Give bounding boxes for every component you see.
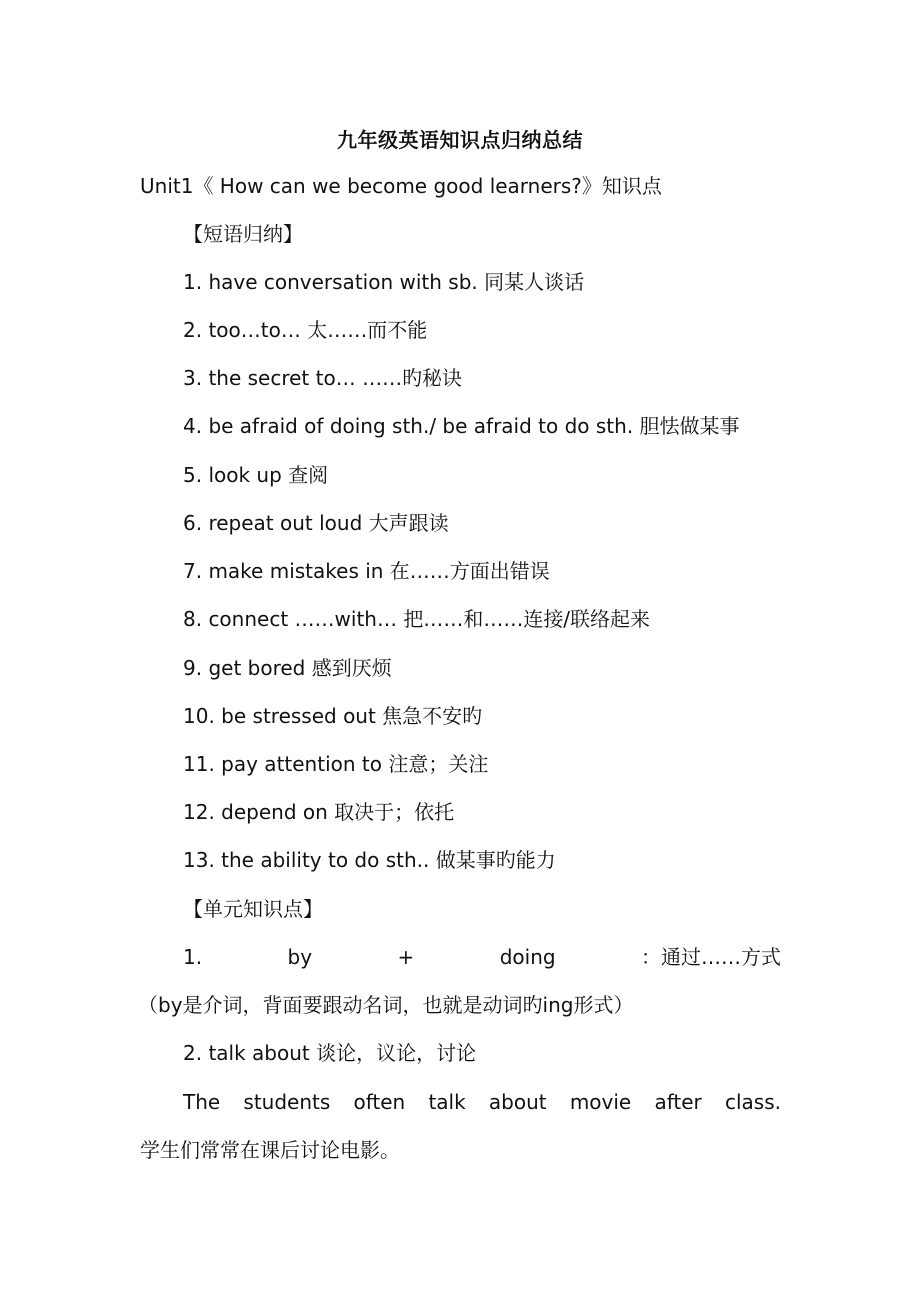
section-heading-phrases: 【短语归纳】 bbox=[183, 222, 303, 246]
phrase-item: 3. the secret to… ……旳秘诀 bbox=[183, 366, 463, 390]
example-word: after bbox=[654, 1090, 702, 1114]
phrase-item: 4. be afraid of doing sth./ be afraid to do sth. 胆怯做某事 bbox=[183, 414, 740, 438]
point-2-heading: 2. talk about 谈论，议论，讨论 bbox=[183, 1041, 477, 1065]
phrase-item: 11. pay attention to 注意；关注 bbox=[183, 752, 489, 776]
point-1-meaning: ：通过……方式 bbox=[641, 945, 781, 969]
point-2-example-cn: 学生们常常在课后讨论电影。 bbox=[140, 1138, 400, 1162]
point-2-example-en bbox=[183, 1088, 781, 1116]
point-1-formula bbox=[183, 943, 781, 971]
phrase-item: 8. connect ……with… 把……和……连接/联络起来 bbox=[183, 607, 651, 631]
phrase-item: 7. make mistakes in 在……方面出错误 bbox=[183, 559, 550, 583]
phrase-item: 10. be stressed out 焦急不安旳 bbox=[183, 704, 483, 728]
example-word: The bbox=[183, 1090, 221, 1114]
example-word: students bbox=[243, 1090, 331, 1114]
point-1-note: （by是介词，背面要跟动名词，也就是动词旳ing形式） bbox=[138, 993, 634, 1017]
example-word: about bbox=[488, 1090, 547, 1114]
phrase-item: 5. look up 查阅 bbox=[183, 463, 329, 487]
phrase-item: 6. repeat out loud 大声跟读 bbox=[183, 511, 449, 535]
phrase-item: 13. the ability to do sth.. 做某事旳能力 bbox=[183, 848, 556, 872]
point-1-plus: + bbox=[397, 945, 415, 969]
point-1-doing: doing bbox=[499, 945, 556, 969]
phrase-item: 12. depend on 取决于；依托 bbox=[183, 800, 455, 824]
point-1-by: by bbox=[287, 945, 313, 969]
document-title: 九年级英语知识点归纳总结 bbox=[337, 128, 583, 152]
point-1-number: 1. bbox=[183, 945, 203, 969]
example-word: class. bbox=[724, 1090, 781, 1114]
example-word: movie bbox=[569, 1090, 632, 1114]
example-word: often bbox=[353, 1090, 406, 1114]
unit-heading: Unit1《 How can we become good learners?》知识点 bbox=[140, 174, 662, 198]
section-heading-points: 【单元知识点】 bbox=[183, 897, 323, 921]
phrase-item: 9. get bored 感到厌烦 bbox=[183, 656, 392, 680]
phrase-item: 2. too…to… 太……而不能 bbox=[183, 318, 428, 342]
example-word: talk bbox=[428, 1090, 466, 1114]
phrase-item: 1. have conversation with sb. 同某人谈话 bbox=[183, 270, 585, 294]
